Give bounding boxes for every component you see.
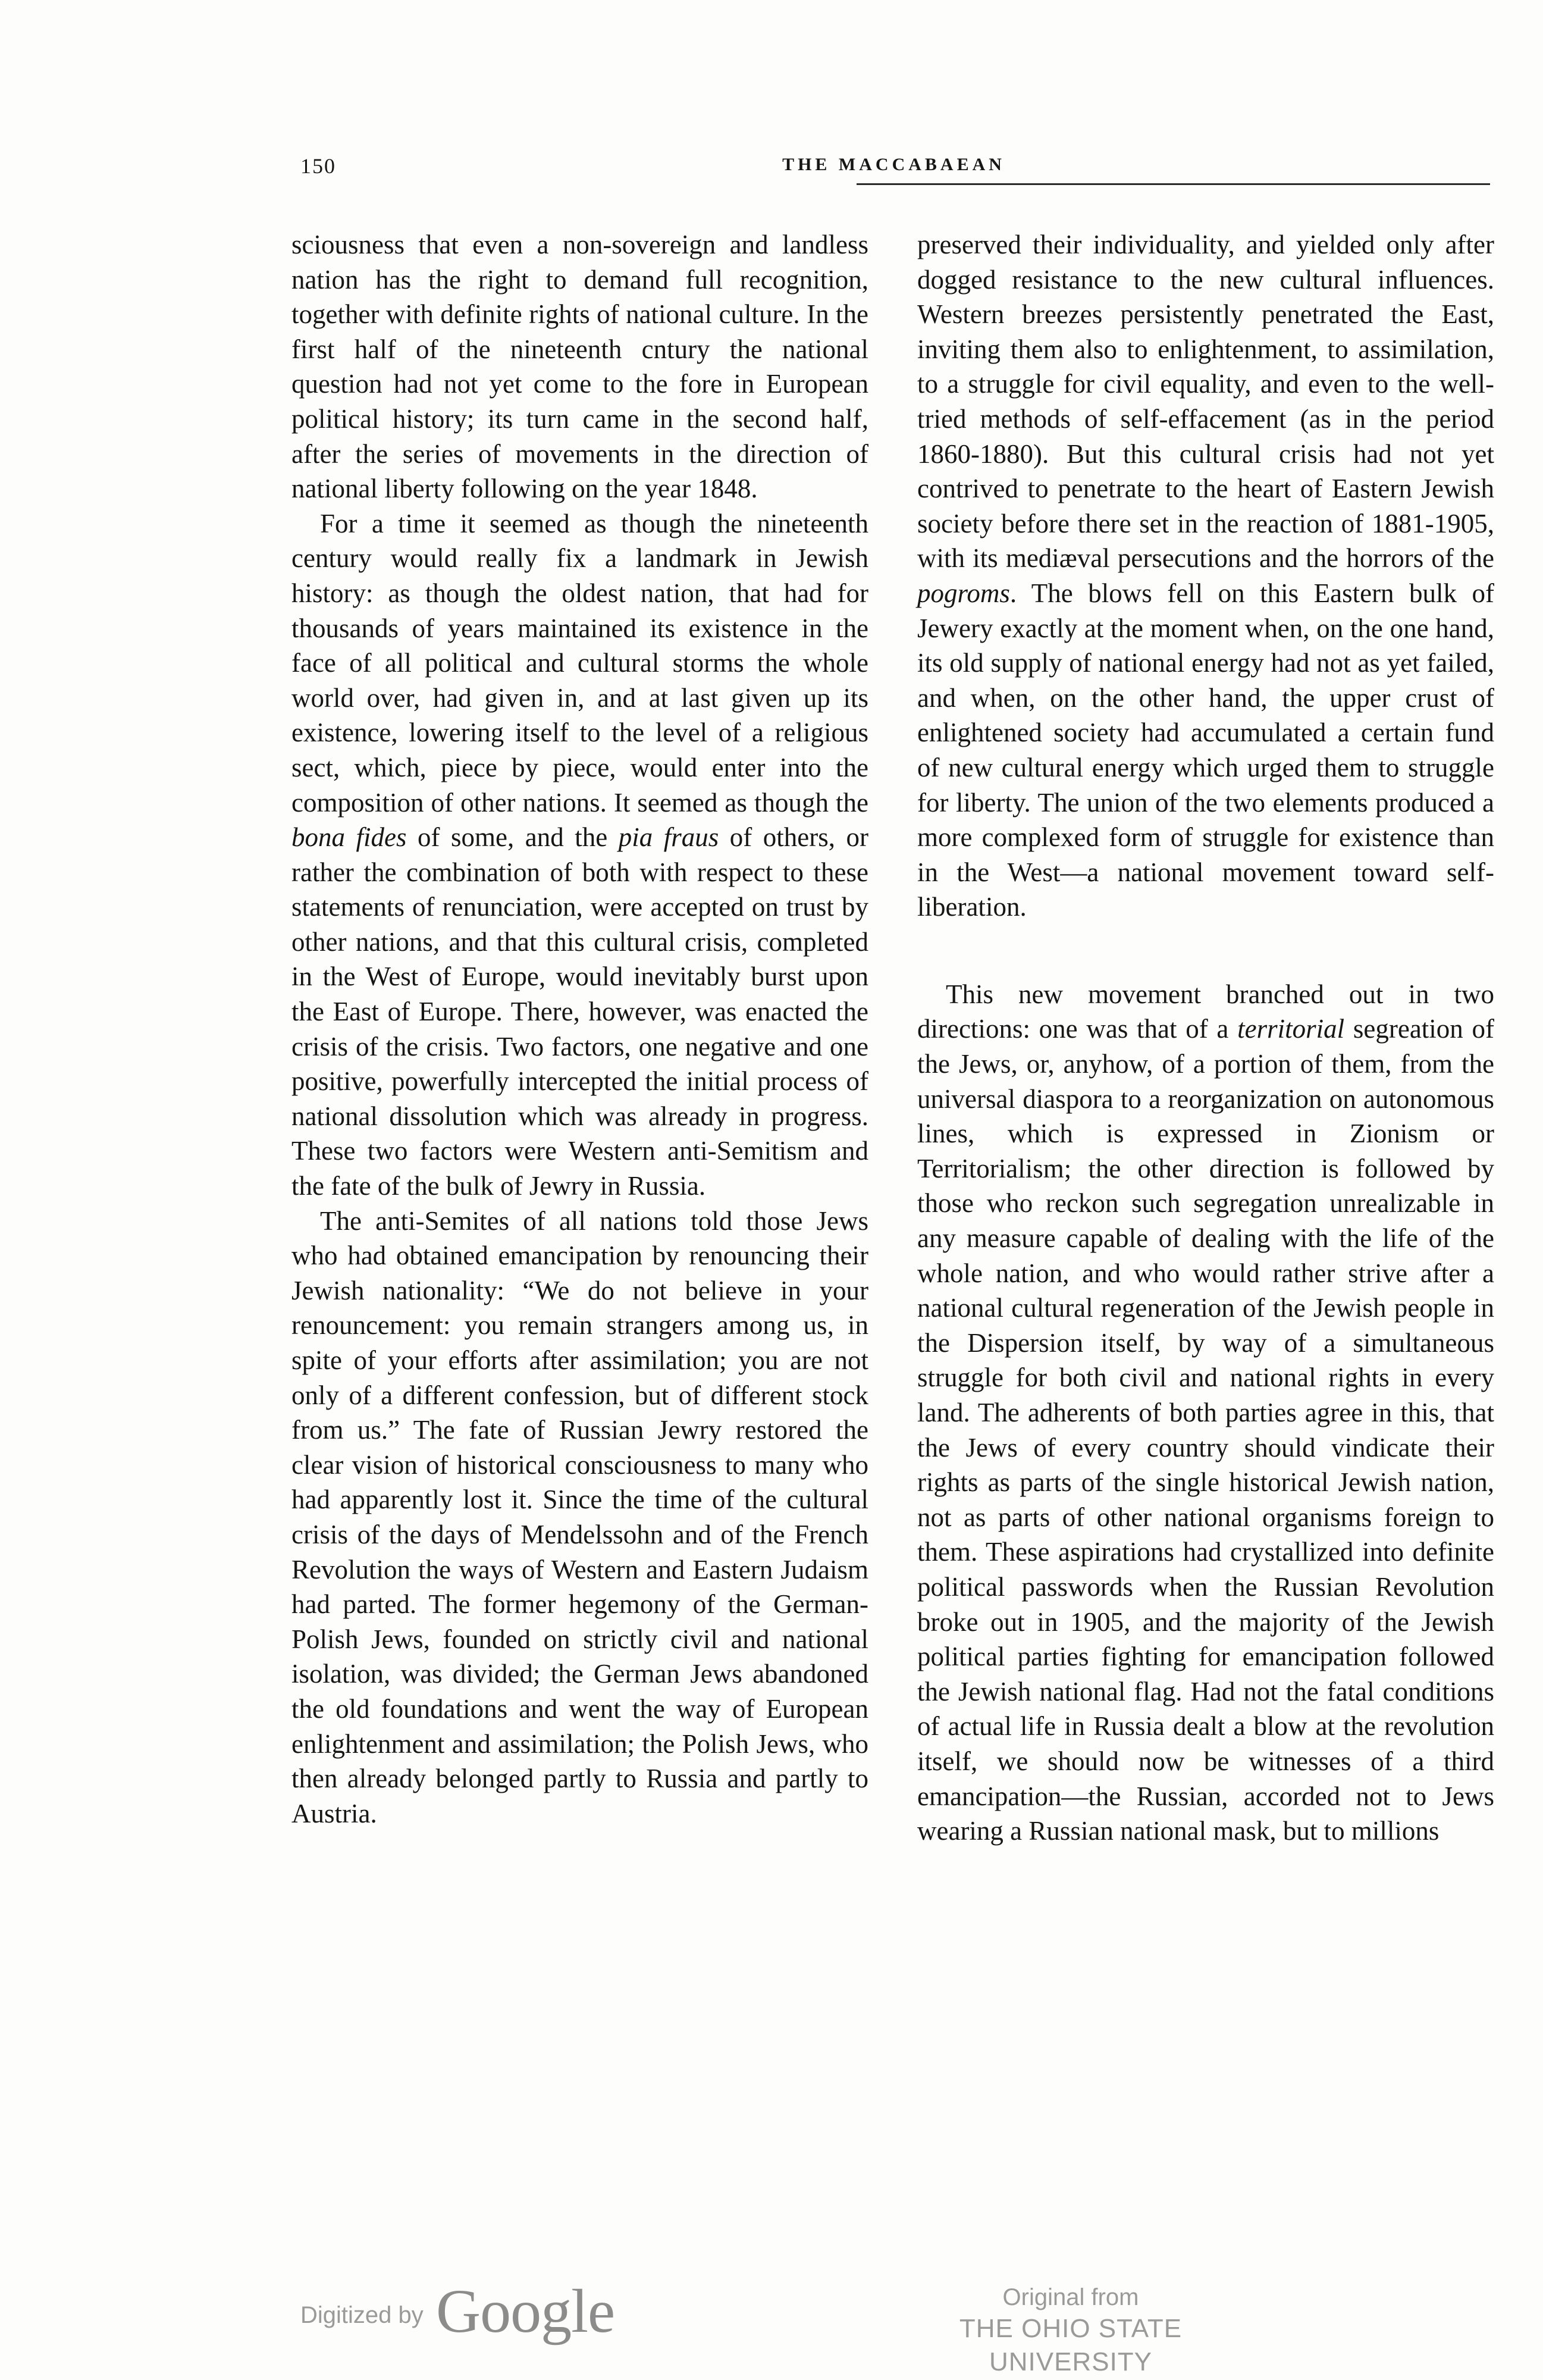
digitized-watermark	[300, 2276, 717, 2347]
text-run: of others, or rather the combination of both with respect to these statements of renunciation, were accepted on trust by other nations, and that this cultural crisis, completed in the West of Europe, would inevitably burst upon the East of Europe. There, however, was enacted the crisis of the crisis. Two factors, one negative and one positive, powerfully intercepted the initial process of national dissolution which was already in progress. These two factors were Western anti-Semitism and the fate of the bulk of Jewry in Russia.	[291, 822, 869, 1201]
italic-text: pogroms	[917, 578, 1010, 608]
paragraph	[917, 977, 1494, 1849]
paragraph: sciousness that even a non-sovereign and landless nation has the right to demand full recognition, together with definite rights of national culture. In the first half of the nineteenth cntury the national question had not yet come to the fore in European political history; its turn came in the second half, after the series of movements in the direction of national liberty following on the year 1848.	[291, 230, 868, 504]
paragraph	[917, 227, 1494, 925]
left-column	[291, 227, 868, 1831]
italic-text: pia fraus	[618, 822, 719, 853]
right-column	[917, 227, 1494, 1849]
digitized-by-text: Digitized by	[300, 2302, 424, 2328]
paragraph	[291, 506, 868, 1204]
running-title: THE MACCABAEAN	[782, 155, 1005, 174]
header-rule	[857, 183, 1490, 185]
text-run: segreation of the Jews, or, anyhow, of a portion of them, from the universal diaspora to a reorganization on autonomous lines, which is expressed in Zionism or Territorialism; the other direction is followed by those who reckon such segregation unrealizable in any measure capable of dealing with the life of the whole nation, and who would rather strive after a national cultural regeneration of the Jewish people in the Dispersion itself, by way of a simultaneous struggle for both civil and national rights in every land. The adherents of both parties agree in this, that the Jews of every country should vindicate their rights as parts of the single historical Jewish nation, not as parts of other national organisms foreign to them. These aspirations had crystallized into definite political passwords when the Russian Revolution broke out in 1905, and the majority of the Jewish political parties fighting for emancipation followed the Jewish national flag. Had not the fatal conditions of actual life in Russia dealt a blow at the revolution itself, we should now be witnesses of a third emancipation—the Russian, accorded not to Jews wearing a Russian national mask, but to millions	[917, 1014, 1494, 1846]
google-logo: Google	[436, 2277, 615, 2345]
text-run: . The blows fell on this Eastern bulk of Jewery exactly at the moment when, on the one hand, its old supply of national energy had not as yet failed, and when, on the other hand, the upper crust of enlightened society had accumulated a certain fund of new cultural energy which urged them to struggle for liberty. The union of the two elements produced a more complexed form of struggle for existence than in the West—a national movement toward self-liberation.	[917, 578, 1494, 922]
text-run: of some, and the	[418, 822, 608, 853]
text-run: preserved their individuality, and yielded only after dogged resistance to the new cultural influences. Western breezes persistently penetrated the East, inviting them also to enlightenment, to assimilation, to a struggle for civil equality, and even to the well-tried methods of self-effacement (as in the period 1860-1880). But this cultural crisis had not yet contrived to penetrate to the heart of Eastern Jewish society before there set in the reaction of 1881-1905, with its mediæval persecutions and the horrors of the	[917, 230, 1494, 574]
page-number: 150	[300, 154, 336, 178]
text-run: For a time it seemed as though the nineteenth century would really fix a landmark in Jewish history: as though the oldest nation, that had for thousands of years maintained its existence in the face of all political and cultural storms the whole world over, had given in, and at last given up its existence, lowering itself to the level of a religious sect, which, piece by piece, would enter into the composition of other nations. It seemed as though the	[291, 508, 868, 818]
text-run: This new movement branched out in two directions: one was that of a	[917, 979, 1494, 1044]
original-from-text: Original from	[1002, 2284, 1139, 2310]
university-name: THE OHIO STATE UNIVERSITY	[959, 2314, 1183, 2376]
source-watermark	[880, 2282, 1261, 2379]
italic-text: bona fides	[291, 822, 407, 853]
italic-text: territorial	[1237, 1014, 1345, 1044]
paragraph: The anti-Semites of all nations told those Jews who had obtained emancipation by renouncing their Jewish nationality: “We do not believe in your renouncement: you remain strangers among us, in spite of your efforts after assimilation; you are not only of a different confession, but of different stock from us.” The fate of Russian Jewry restored the clear vision of historical consciousness to many who had apparently lost it. Since the time of the cultural crisis of the days of Mendelssohn and of the French Revolution the ways of Western and Eastern Judaism had parted. The former hegemony of the German-Polish Jews, founded on strictly civil and national isolation, was divided; the German Jews abandoned the old foundations and went the way of European enlightenment and assimilation; the Polish Jews, who then already belonged partly to Russia and partly to Austria.	[291, 1205, 868, 1828]
